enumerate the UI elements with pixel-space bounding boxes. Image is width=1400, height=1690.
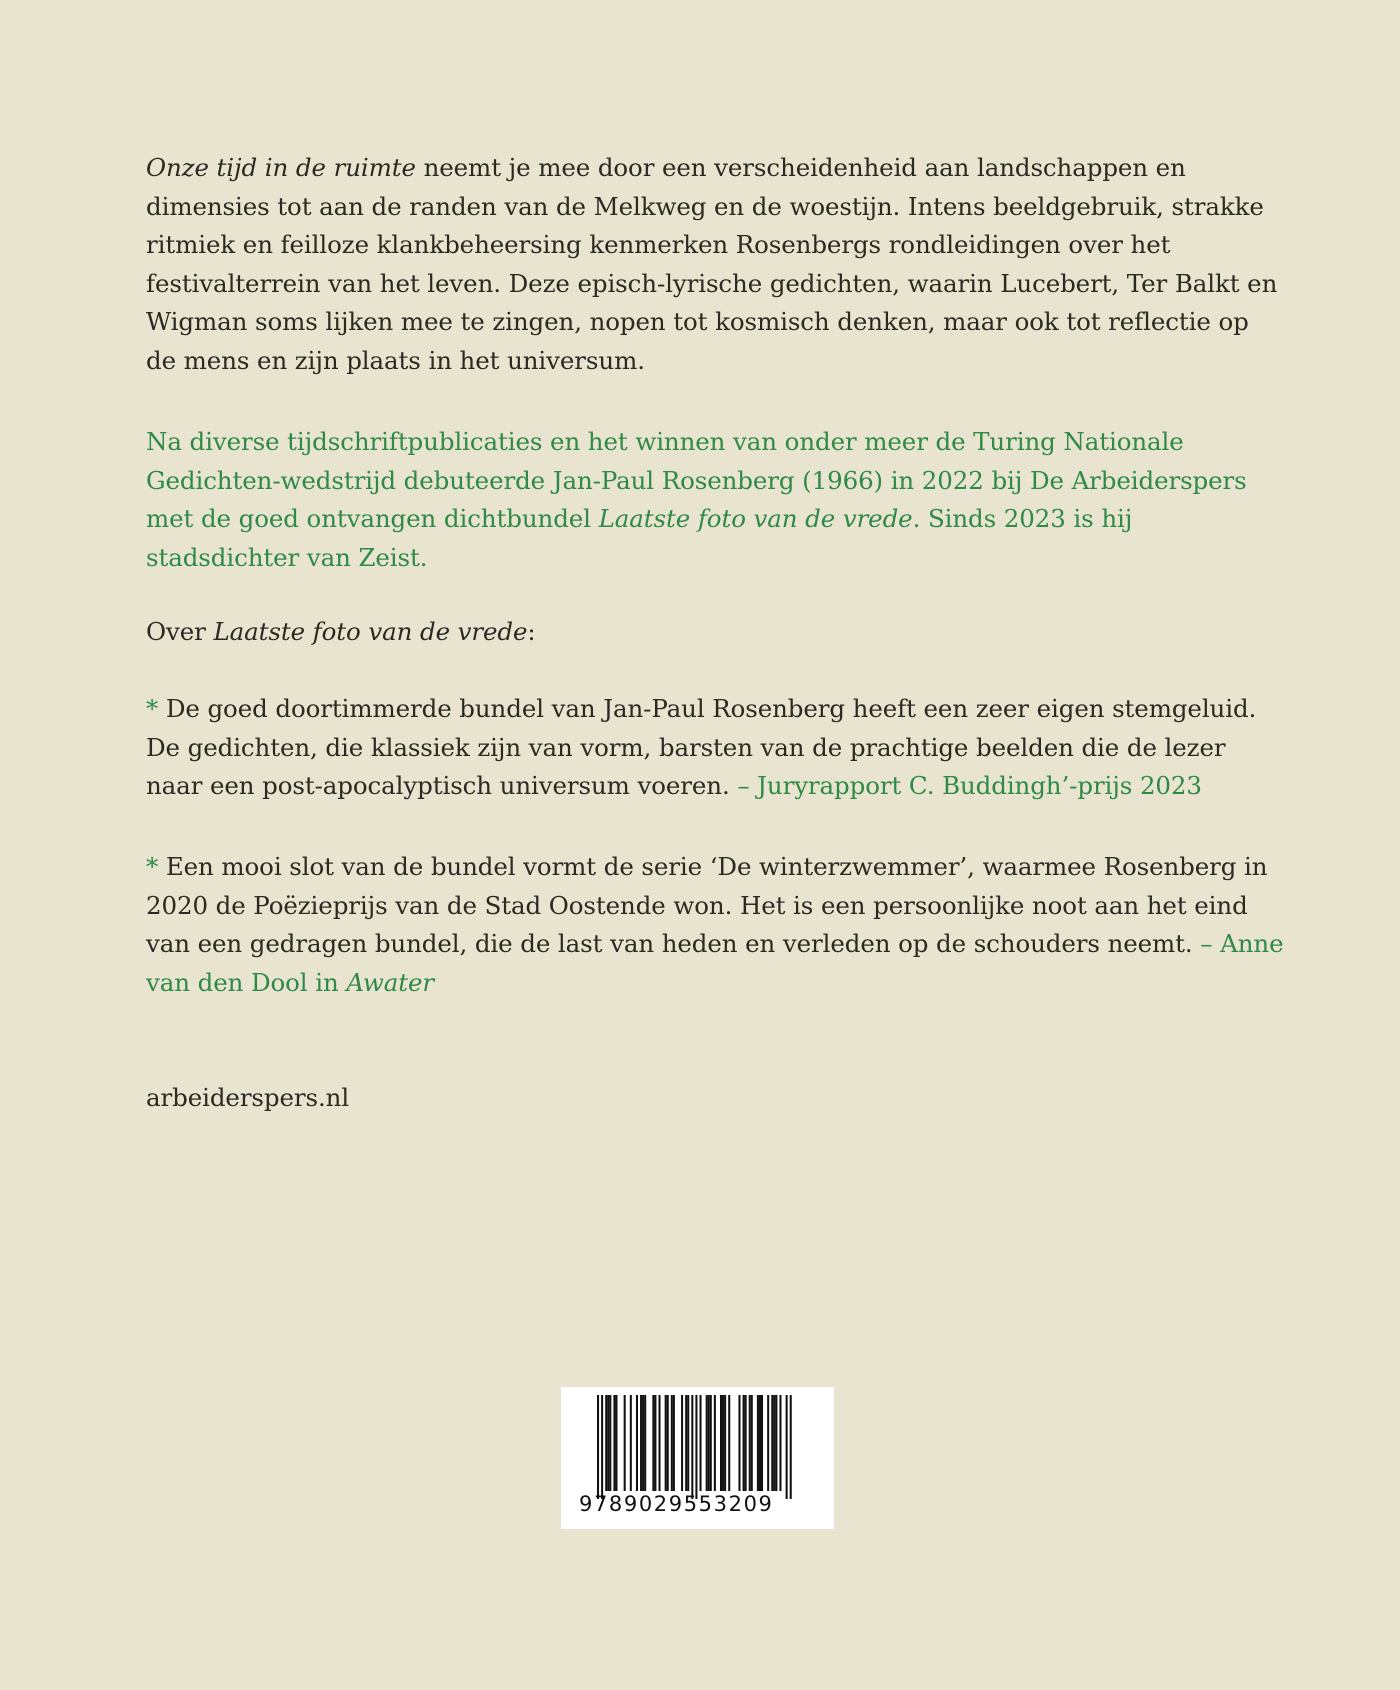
barcode-bar	[642, 1395, 644, 1491]
barcode-bar	[757, 1395, 759, 1491]
barcode-bar	[597, 1395, 599, 1499]
barcode-bar	[640, 1395, 642, 1491]
barcode-bar	[773, 1395, 775, 1491]
barcode-bar	[624, 1395, 626, 1491]
review-quote	[146, 848, 1286, 1002]
barcode-bar	[630, 1395, 632, 1491]
barcode-bar	[671, 1395, 673, 1491]
barcode-bar	[615, 1395, 617, 1491]
reviews-heading-book-title: Laatste foto van de vrede	[213, 617, 528, 646]
barcode-bar	[738, 1395, 740, 1491]
barcode-bar	[695, 1395, 697, 1499]
quote-text: De goed doortimmerde bundel van Jan-Paul Rosenberg heeft een zeer eigen stemgeluid. De gedichten, die klassiek zijn van vorm, barsten van de prachtige beelden die de lezer naar een post-apocalyptisch universum voeren.	[146, 694, 1257, 800]
barcode-bar	[609, 1395, 611, 1491]
barcode-bar	[667, 1395, 669, 1491]
barcode-bar	[605, 1395, 607, 1491]
barcode-bar	[790, 1395, 792, 1499]
blurb-paragraph	[146, 149, 1286, 380]
barcode-bar	[700, 1395, 702, 1491]
barcode-bar	[767, 1395, 769, 1491]
barcode-bar	[636, 1395, 638, 1491]
isbn-barcode	[561, 1387, 834, 1529]
publisher-website[interactable]: arbeiderspers.nl	[146, 1083, 350, 1112]
barcode-bar	[654, 1395, 656, 1491]
barcode-bar	[761, 1395, 763, 1491]
reviews-heading-prefix: Over	[146, 617, 214, 646]
barcode-bar	[751, 1395, 753, 1491]
barcode-bar	[706, 1395, 708, 1491]
quote-source: – Anne van den Dool in	[146, 929, 1284, 997]
barcode-bar	[749, 1395, 751, 1491]
barcode-bar	[710, 1395, 712, 1491]
barcode-bar	[724, 1395, 726, 1491]
barcode-bar	[743, 1395, 745, 1491]
barcode-bar	[665, 1395, 667, 1491]
barcode-bar	[691, 1395, 693, 1499]
barcode-bar	[720, 1395, 722, 1491]
quote-text: Een mooi slot van de bundel vormt de serie ‘De winterzwemmer’, waarmee Rosenberg in 2020 de Poëzieprijs van de Stad Oostende won. Het is een persoonlijke noot aan het eind van een gedragen bundel, die de last van heden en verleden op de schouders neemt.	[146, 852, 1268, 958]
bio-book-title: Laatste foto van de vrede	[598, 504, 913, 533]
barcode-bar	[685, 1395, 687, 1491]
barcode-bar	[759, 1395, 761, 1491]
bio-text-end: . Sinds 2023 is hij stadsdichter van Zeist.	[146, 504, 1133, 572]
bio-text-start: Na diverse tijdschriftpublicaties en het winnen van onder meer de Turing Nationale Gedichten-wedstrijd debuteerde Jan-Paul Rosenberg (1966) in 2022 bij De Arbeiderspers met de goed ontvangen dichtbundel	[146, 427, 1247, 533]
barcode-bar	[775, 1395, 777, 1491]
barcode-bar	[771, 1395, 773, 1491]
quote-source-publication: Awater	[346, 967, 434, 997]
barcode-bar	[722, 1395, 724, 1491]
barcode-bar	[708, 1395, 710, 1491]
author-bio-paragraph	[146, 423, 1286, 577]
barcode-bar	[728, 1395, 730, 1491]
quote-source: – Juryrapport C. Buddingh’-prijs 2023	[737, 771, 1202, 800]
barcode-bar	[745, 1395, 747, 1491]
barcode-bar	[659, 1395, 661, 1491]
barcode-bar	[786, 1395, 788, 1499]
reviews-heading	[146, 613, 1286, 652]
barcode-bar	[687, 1395, 689, 1491]
barcode-bar	[652, 1395, 654, 1491]
quote-bullet: *	[146, 694, 159, 723]
barcode-bar	[779, 1395, 781, 1491]
barcode-bar	[613, 1395, 615, 1491]
barcode-bar	[673, 1395, 675, 1491]
review-quote	[146, 690, 1286, 806]
barcode-bar	[607, 1395, 609, 1491]
blurb-book-title: Onze tijd in de ruimte	[146, 153, 416, 182]
blurb-text: neemt je mee door een verscheidenheid aan landschappen en dimensies tot aan de randen van de Melkweg en de woestijn. Intens beeldgebruik, strakke ritmiek en feilloze klankbeheersing kenmerken Rosenbergs rondleidingen over het festivalterrein van het leven. Deze episch-lyrische gedichten, waarin Lucebert, Ter Balkt en Wigman soms lijken mee te zingen, nopen tot kosmisch denken, maar ook tot reflectie op de mens en zijn plaats in het universum.	[146, 153, 1278, 375]
isbn-number: 9789029553209	[579, 1492, 774, 1516]
barcode-bar	[644, 1395, 646, 1491]
reviews-heading-suffix: :	[527, 617, 536, 646]
barcode-bar	[601, 1395, 603, 1499]
barcode-bar	[714, 1395, 716, 1491]
barcode-bar	[681, 1395, 683, 1491]
quote-bullet: *	[146, 852, 159, 881]
